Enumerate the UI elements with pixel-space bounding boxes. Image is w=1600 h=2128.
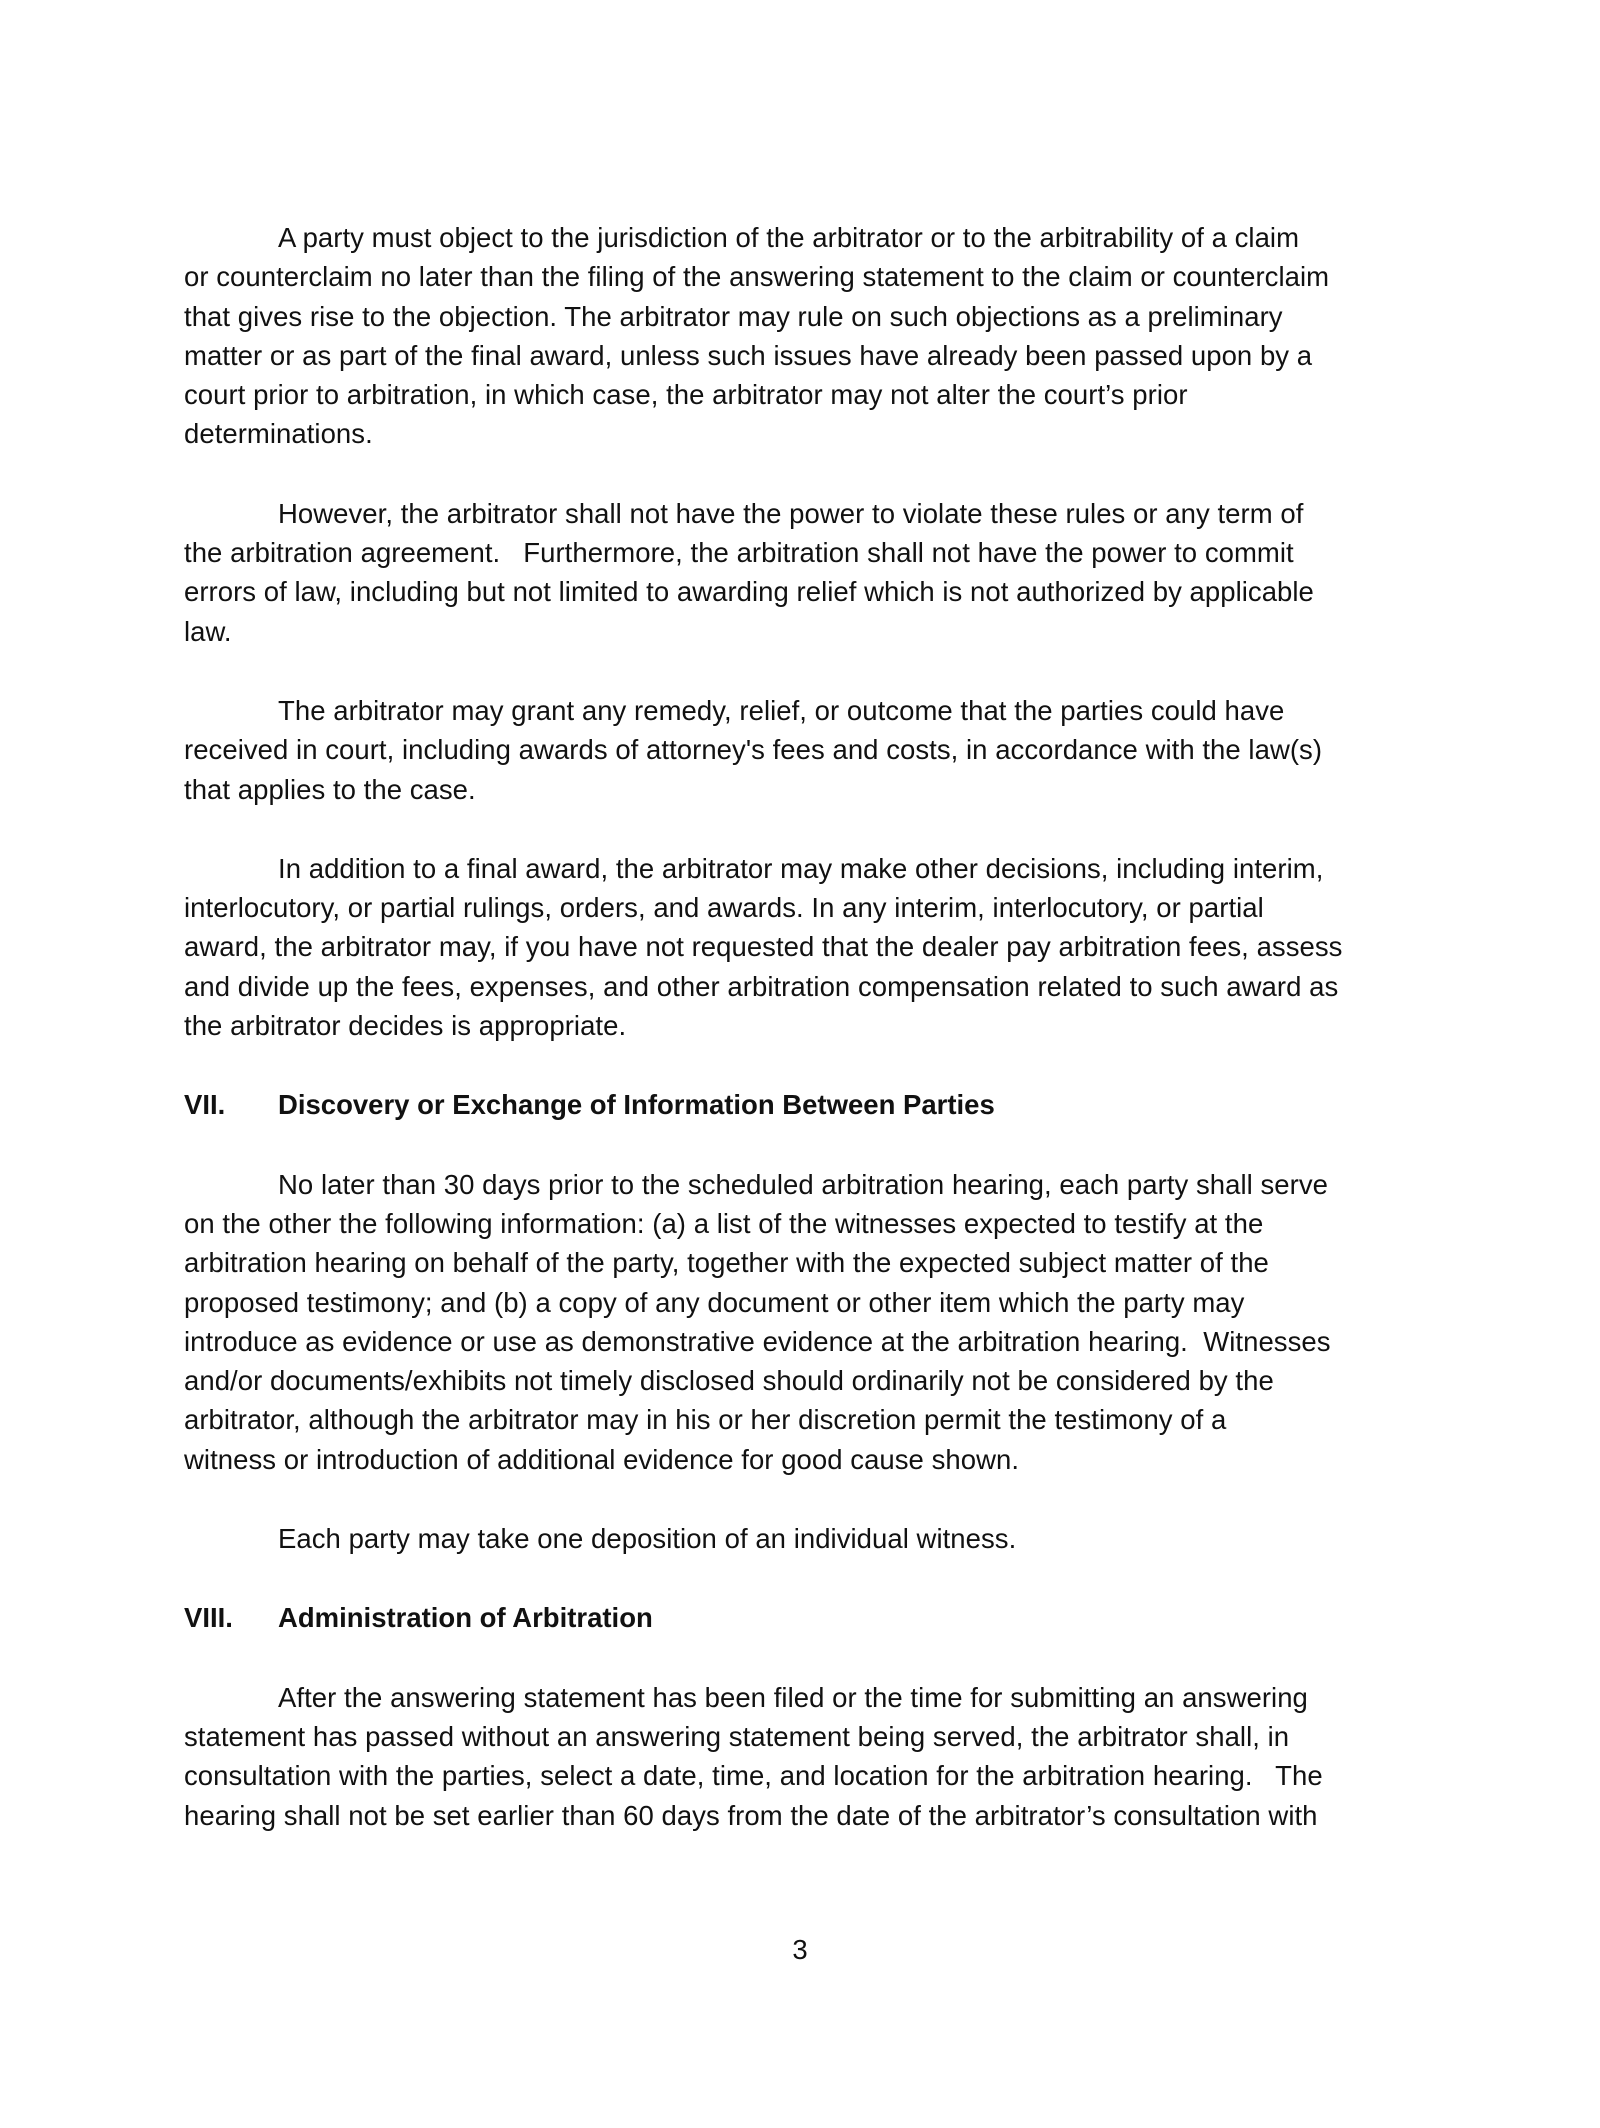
section-number: VII. — [184, 1089, 226, 1121]
section-heading-vii — [184, 1085, 1424, 1124]
text-line: received in court, including awards of attorney's fees and costs, in accordance with the law(s) — [184, 734, 1323, 766]
text-line: that applies to the case. — [184, 773, 476, 805]
text-line: law. — [184, 615, 232, 647]
text-line: on the other the following information: (a) a list of the witnesses expected to testify at the — [184, 1207, 1264, 1239]
section-title: Discovery or Exchange of Information Between Parties — [278, 1089, 995, 1121]
text-line: A party must object to the jurisdiction of the arbitrator or to the arbitrability of a claim — [278, 222, 1300, 253]
paragraph-remedies — [184, 691, 1424, 809]
page-number: 3 — [792, 1934, 808, 1965]
text-line: or counterclaim no later than the filing of the answering statement to the claim or counterclaim — [184, 261, 1330, 293]
text-line: In addition to a final award, the arbitrator may make other decisions, including interim, — [278, 852, 1324, 884]
text-line: that gives rise to the objection. The arbitrator may rule on such objections as a preliminary — [184, 300, 1283, 332]
text-line: arbitrator, although the arbitrator may in his or her discretion permit the testimony of a — [184, 1404, 1227, 1436]
text-line: errors of law, including but not limited to awarding relief which is not authorized by applicable — [184, 576, 1314, 608]
text-line: the arbitrator decides is appropriate. — [184, 1010, 627, 1042]
section-heading-viii — [184, 1598, 1424, 1637]
text-line: and divide up the fees, expenses, and other arbitration compensation related to such award as — [184, 970, 1339, 1002]
text-line: interlocutory, or partial rulings, orders, and awards. In any interim, interlocutory, or partial — [184, 892, 1264, 924]
paragraph-objection-jurisdiction — [184, 218, 1424, 454]
document-body — [184, 218, 1424, 1875]
text-line: award, the arbitrator may, if you have not requested that the dealer pay arbitration fees, assess — [184, 931, 1343, 963]
text-line: hearing shall not be set earlier than 60 days from the date of the arbitrator’s consultation with — [184, 1799, 1318, 1831]
text-line: determinations. — [184, 418, 373, 450]
text-line: statement has passed without an answering statement being served, the arbitrator shall, in — [184, 1720, 1290, 1752]
section-title: Administration of Arbitration — [278, 1602, 653, 1634]
paragraph-discovery — [184, 1165, 1424, 1479]
text-line: The arbitrator may grant any remedy, relief, or outcome that the parties could have — [278, 694, 1285, 726]
text-line: matter or as part of the final award, unless such issues have already been passed upon by a — [184, 339, 1313, 371]
text-line: Each party may take one deposition of an individual witness. — [278, 1523, 1017, 1555]
paragraph-hearing-scheduling — [184, 1678, 1424, 1835]
section-number: VIII. — [184, 1602, 233, 1634]
text-line: court prior to arbitration, in which case, the arbitrator may not alter the court’s prior — [184, 379, 1188, 411]
paragraph-deposition — [184, 1519, 1424, 1558]
paragraph-arbitrator-power-limits — [184, 494, 1424, 651]
text-line: and/or documents/exhibits not timely disclosed should ordinarily not be considered by the — [184, 1365, 1274, 1397]
text-line: However, the arbitrator shall not have the power to violate these rules or any term of — [278, 497, 1304, 529]
text-line: After the answering statement has been filed or the time for submitting an answering — [278, 1681, 1308, 1713]
text-line: proposed testimony; and (b) a copy of any document or other item which the party may — [184, 1286, 1245, 1318]
text-line: arbitration hearing on behalf of the party, together with the expected subject matter of the — [184, 1247, 1269, 1279]
text-line: No later than 30 days prior to the scheduled arbitration hearing, each party shall serve — [278, 1168, 1329, 1200]
paragraph-interim-awards — [184, 849, 1424, 1045]
text-line: consultation with the parties, select a date, time, and location for the arbitration hearing. The — [184, 1760, 1323, 1792]
text-line: witness or introduction of additional evidence for good cause shown. — [184, 1443, 1020, 1475]
text-line: introduce as evidence or use as demonstrative evidence at the arbitration hearing. Witnesses — [184, 1325, 1331, 1357]
text-line: the arbitration agreement. Furthermore, the arbitration shall not have the power to commit — [184, 537, 1294, 569]
